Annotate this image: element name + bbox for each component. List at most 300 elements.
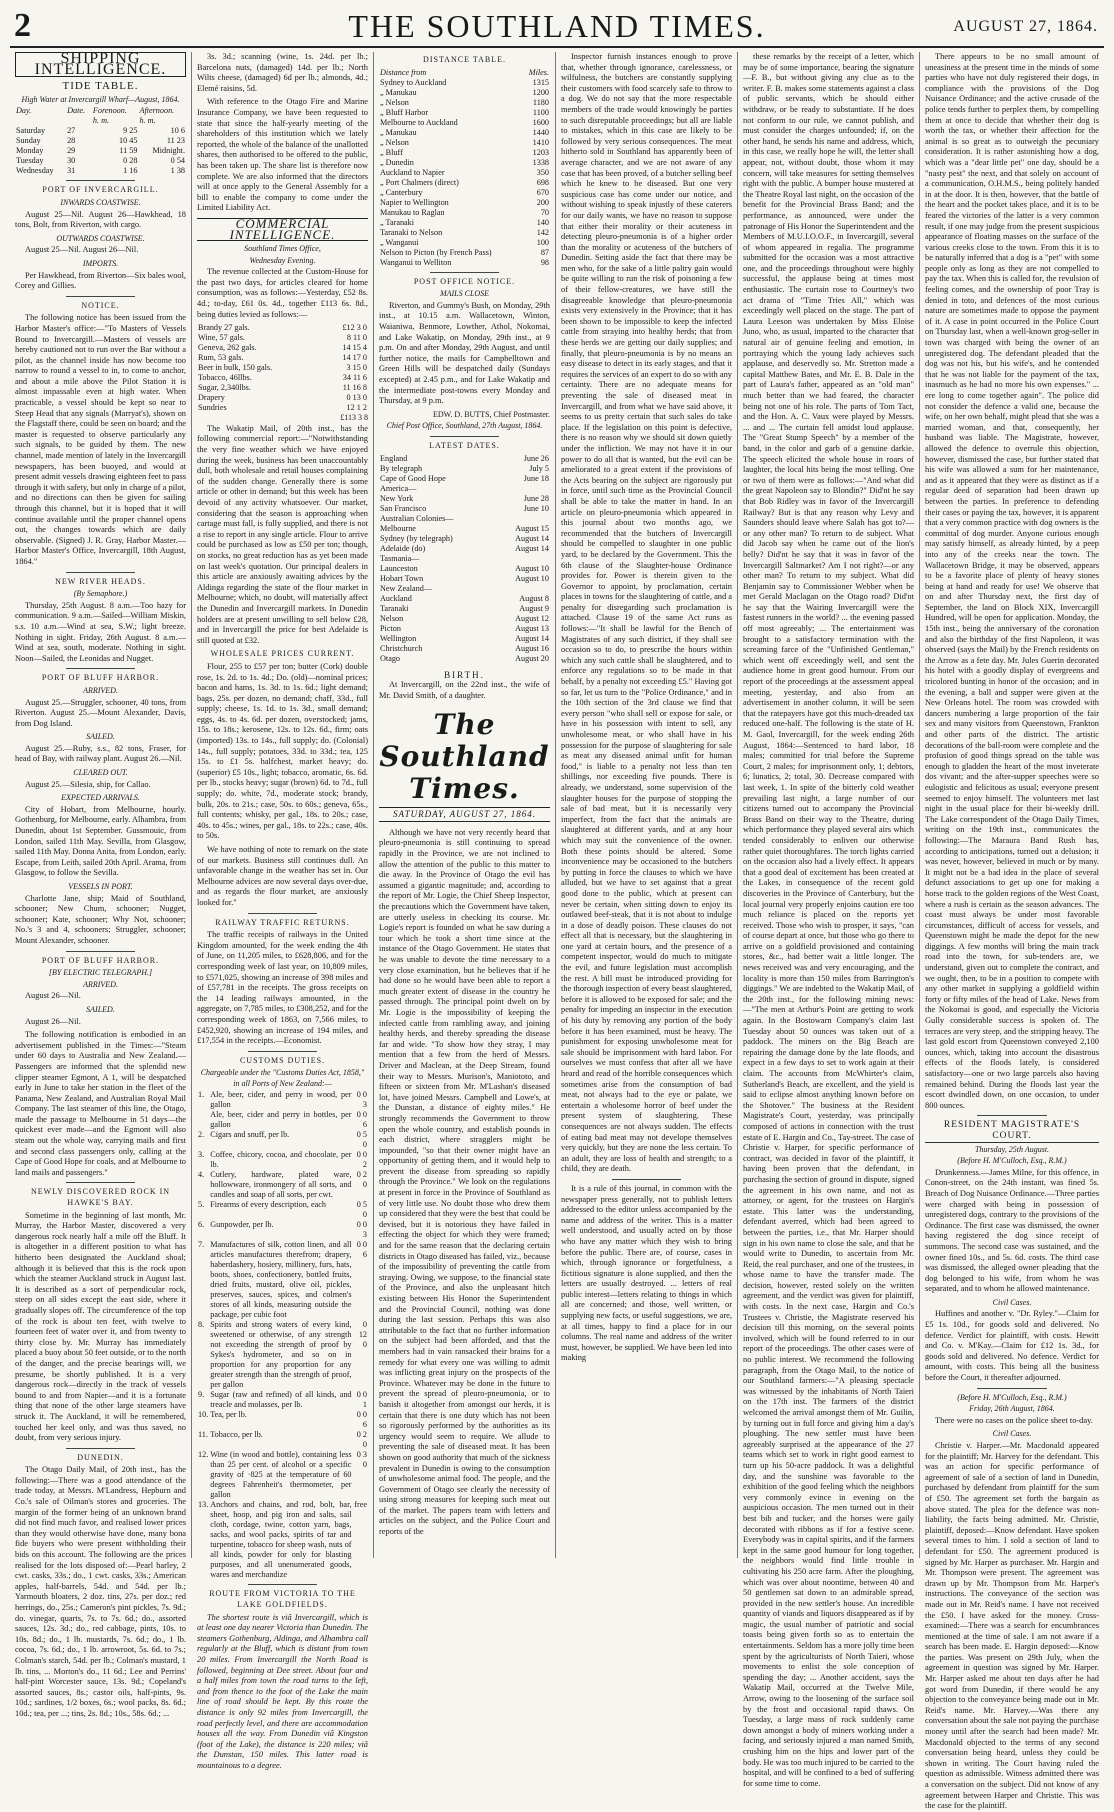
customs-number: 4. bbox=[198, 1170, 205, 1180]
distance-miles: 1203 bbox=[532, 147, 549, 157]
customs-row bbox=[197, 1240, 368, 1320]
customs-number: 3. bbox=[198, 1150, 205, 1160]
latest-date-place: San Francisco bbox=[380, 503, 427, 513]
latest-date-value: August 9 bbox=[519, 603, 549, 613]
tide-unit bbox=[15, 116, 66, 126]
customs-row bbox=[197, 1410, 368, 1430]
customs-row bbox=[197, 1090, 368, 1110]
latest-date-place: Otago bbox=[380, 653, 401, 663]
duty-row bbox=[197, 373, 368, 383]
outwards-heading: OUTWARDS COASTWISE. bbox=[56, 233, 145, 243]
customs-number: 7. bbox=[198, 1240, 205, 1250]
distance-col-miles: Miles. bbox=[528, 67, 549, 77]
distance-route: Sydney to Auckland bbox=[380, 77, 447, 87]
distance-col-route: Distance from bbox=[380, 67, 427, 77]
customs-row bbox=[197, 1430, 368, 1450]
continued-prices-text: 3s. 3d.; scanning (wine, 1s. 24d. per lb.; Barcelona nuts, (damaged) 14d. per lb.; North Wilts cheese, (damaged) 6d per lb.; almonds, 4d.; Elemé raisins, 5d. bbox=[197, 52, 368, 93]
distance-miles: 87 bbox=[540, 247, 549, 257]
telegraph-arrived-heading: ARRIVED. bbox=[83, 979, 118, 989]
latest-date-value: August 13 bbox=[515, 623, 549, 633]
customs-item: Spirits and strong waters of every kind, sweetened or otherwise, of any strength not exceeding the strength of proof by Sykes's hydrometer, and so on in proportion for any proportion for any greater strength than the strength of proof, per gallon bbox=[210, 1320, 352, 1390]
distance-row bbox=[379, 238, 550, 248]
latest-date-row bbox=[379, 544, 550, 554]
latest-date-value: August 12 bbox=[515, 613, 549, 623]
distance-row bbox=[379, 218, 550, 228]
distance-row bbox=[379, 178, 550, 188]
post-office-place: Chief Post Office, Southland, 27th August, 1864. bbox=[386, 421, 543, 431]
customs-number bbox=[197, 1110, 209, 1130]
tide-table-subtitle: High Water at Invercargill Wharf—August, 1864. bbox=[21, 94, 180, 104]
latest-date-value: July 5 bbox=[529, 463, 549, 473]
customs-row bbox=[197, 1130, 368, 1150]
duty-item: Tobacco, 46llbs. bbox=[198, 373, 252, 383]
customs-rate: 0 0 6 bbox=[356, 1110, 367, 1130]
duty-item: Sugar, 2,340lbs. bbox=[198, 383, 251, 393]
latest-date-row bbox=[379, 554, 550, 564]
paper-title: THE SOUTHLAND TIMES. bbox=[348, 8, 766, 44]
court-bench-1: (Before H. M'Culloch, Esq., R.M.) bbox=[957, 1156, 1067, 1166]
tide-day: Tuesday bbox=[16, 156, 44, 166]
latest-date-place: Sydney (by telegraph) bbox=[380, 533, 453, 543]
paper-nameplate: The Southland Times. bbox=[379, 708, 550, 806]
customs-number: 9. bbox=[198, 1390, 205, 1400]
sailed-heading: SAILED. bbox=[86, 732, 115, 742]
latest-date-row bbox=[379, 564, 550, 574]
civil-cases-heading-1: Civil Cases. bbox=[992, 1297, 1032, 1307]
leader-continued-text: Inspector furnish instances enough to prove that, whether through ignorance, carelessness, or wilfulness, the butchers are constantly supplying their customers with food scarcely safe to throw to a dog. We do not say that the more respectable members of the trade would knowingly be parties to such disreputable proceedings; but all are liable to mistakes, which in this case are likely to be followed by very serious consequences. The meat hitherto sold in Southland has apparently been of average character, and we are not aware of any case that has been proved, of a butcher selling beef which he knew to be diseased. But one very suspicious case has come under our notice, and without wishing to speak injustly of these caterers for our daily wants, we have no reason to suppose that either their morality or their acuteness in detecting pleuro-pneumonia is of a higher order than the morality or acuteness of the butchers of Dunedin. Setting aside the fact that there may be men who, for the sake of a little paltry gain would be quite willing to run the risk of poisoning a few of their fellow-creatures, we have still the disagreeable knowledge that pleuro-pneumonia exists very extensively in the Province; that it has been shown to be impossible to keep the infected cattle from straying into healthy herds; that from these herds we are getting our daily supplies; and finally, that pleuro-pneumonia is by no means an easy disease to detect in its early stages, and that it requires the services of an expert to do so with any certainty. There are no adequate means for preventing the sale of diseased meat in Invercargill, and from what we have said above, it seems to us pretty certain that such sales do take place. If the legislation on this point is defective, there is no reason why we should sit down quietly under the infliction. We may not have it in our power to do all that is wanted, but the evil can be ameliorated to a great extent if the provisions of the Acts bearing on the subject are rigorously put in force, until such time as the Provincial Council shall be able to take the matter in hand. In an article on pleuro-pneumonia which appeared in this journal about two months ago, we recommended that the butchers of Invercargill should be compelled to slaughter in one public yard, to be declared by the Government. This the 6th clause of the Slaughter-house Ordinance provides for. Power is therein given to the Governor to appoint, by proclamation, certain places in towns for the slaughtering of cattle, and a penalty for disregarding such proclamation is attached. Clause 19 of the same Act runs as follows:—"It shall be lawful for the Bench of Magistrates of any such district, if they shall see occasion so to do, to prescribe the hours within which any such cattle shall be slaughtered, and to enforce any regulations so to be made in that behalf, by a penalty not exceeding £5." Having got so far, let us turn to the "Police Ordinance," and in the 10th section of the 3rd clause we find that every person "who shall sell or expose for sale, or have in his possession with intent to sell, any unwholesome meat, or who shall have in his possession for the purpose of slaughtering for sale as meat any diseased animal unfit for human food," is liable to a penalty not less than ten shillings, nor exceeding five pounds. There is already, we understand, some supervision of the slaughter houses for the purpose of stopping the sale of bad meat, but it is necessarily very imperfect, from the fact that the animals are slaughtered at different yards, and at any hour which may suit the convenience of the owner. Both these points should be altered. Some inconvenience may be occasioned to the butchers by putting in force the clauses to which we have alluded, but we have to set against that a great good done to the public, which at present can never be certain, when sitting down to enjoy its outlawed beef-steak, that it is not about to indulge in a dose of deadly poison. These clauses do not effect all that is necessary, but the slaughtering in one yard at certain hours, and the presence of a competent inspector, would do much to mitigate the evil, and future legislation must accomplish the rest. A bill must be introduced providing for the thorough inspection of every beast slaughtered, before it is allowed to be exposed for sale; and the penalty for impeding an inspector in the execution of his duty by removing any portion of the body before it has been examined, must be heavy. The punishment for exposing unwholesome meat for sale should be imprisonment with hard labor. For ourselves we must confess that after all we have heard and read of the horrible consequences which sometimes arise from the consumption of bad meat, not always had to the eye or palate, we entertain a wholesome horror of beef under the present system of slaughtering. These consequences are not always sudden. The effects of eating bad meat may not develope themselves very quickly, but they are none the less certain. To an adult, they are loss of health and strength; to a child, they are death. bbox=[561, 52, 732, 1174]
distance-miles: 1315 bbox=[532, 77, 549, 87]
tide-table-units bbox=[15, 116, 186, 126]
latest-date-place: Melbourne bbox=[380, 523, 416, 533]
distance-miles: 1338 bbox=[532, 157, 549, 167]
distance-row bbox=[379, 248, 550, 258]
distance-miles: 100 bbox=[536, 237, 549, 247]
distance-table-body bbox=[379, 78, 550, 268]
bluff-sailed-text: August 25.—Ruby, s.s., 82 tons, Fraser, for head of Bay, with railway plant. August 26.—Nil. bbox=[15, 743, 186, 764]
duty-amount: 34 11 6 bbox=[342, 373, 367, 383]
telegraph-arrived-text: August 26—Nil. bbox=[25, 991, 81, 1001]
civil-cases-heading-2: Civil Cases. bbox=[992, 1429, 1032, 1439]
latest-date-row bbox=[379, 524, 550, 534]
duty-amount: 0 13 0 bbox=[346, 393, 367, 403]
customs-row bbox=[197, 1220, 368, 1240]
latest-date-place: Launceston bbox=[380, 563, 418, 573]
distance-row bbox=[379, 88, 550, 98]
distance-row bbox=[379, 78, 550, 88]
latest-date-value: August 15 bbox=[515, 523, 549, 533]
customs-item: Tea, per lb. bbox=[210, 1410, 247, 1420]
latest-date-place: Nelson bbox=[380, 613, 404, 623]
wholesale-text: Flour, 255 to £57 per ton; butter (Cork) double rose, 1s. 2d. to 1s. 4d.; Do. (old)—nominal prices; bacon and hams, 1s. 3d. to 1s. 6d.; light demand; bags, 25s. per dozen, no demand; chaff, 33d., full supply; cheese, 1s. 1d. to 1s. 3d., small demand; eggs, 4s. to 4s. 6d. per dozen, overstocked; jams, 15s. to 18s.; kerosene, 12s. to 12s. 6d., firm; oats (imported) 13s. to 14s., full supply; do. (Colonial) 14s., full supply; potatoes, 33d. to 33d.; tea, 125 15s. to £1 5s. halfchest, market heavy; do. (superior) £5 10s., light; tobacco, aromatic, 6s. 6d. per lb., stocks heavy; sugar (brown) 6d. to 7d., full supply; do. white, 7d., moderate stock; brandy, bulk, 20s. to 21s.; case, 50s. to 60s.; geneva, 65s., full contents; whisky, per gal., 18s. to 20s.; case, 40s. to 45s.; wines, per gal., 18s. to 22s.; case, 40s. to 50s. bbox=[197, 661, 368, 841]
customs-row bbox=[197, 1150, 368, 1170]
distance-row bbox=[379, 258, 550, 268]
tide-day: Monday bbox=[16, 146, 44, 156]
customs-row bbox=[197, 1170, 368, 1200]
civil-cases-text-1: Huffines and another v. "Dr. Ryley."—Claim for £5 1s. 10d., for goods sold and delivered. No defence. Verdict for plaintiff, with costs. Hewitt and Co. v. M'Kay.—Claim for £12 1s. 3d., for goods sold and delivered. No defence. Verdict for amount, with costs. This being all the business before the Court, it thereafter adjourned. bbox=[925, 1309, 1099, 1383]
latest-date-value: August 8 bbox=[519, 593, 549, 603]
in-port-text: Charlotte Jane, ship; Maid of Southland, schooner; New Chum, schooner; Nugget, schooner; Kate, schooner; Why Not, schooner; No.'s 3 and 4, schooners; Struggler, schooner; Mount Alexander, schooner. bbox=[15, 893, 186, 945]
latest-date-row bbox=[379, 614, 550, 624]
customs-rate: 0 0 2 bbox=[356, 1150, 367, 1170]
distance-miles: 140 bbox=[536, 217, 549, 227]
dunedin-text: The Otago Daily Mail, of 20th inst., has the following:—There was a good attendance of the trade today, at Messrs. M'Landress, Hepburn and Co.'s sale of Oilman's stores and groceries. The margin of the former being of an unknown brand did not find much favor, and realised lower prices than they would otherwise have done, many bona fide buyers who were present withholding their bids on this account. The following are the prices realised for the lots disposed of:—Pearl barley, 2 cwt. casks, 33s.; do., 1 cwt. casks, 33s.; American apples, half-barrels, 54d. and 54d. per lb.; Yarmouth bloaters, 2 doz. tins, 27s. per doz.; red herrings, do., 25s.; Cameron's pint pickles, 7s. 9d.; do. vinegar, quarts, 7s. to 7s. 6d.; do., assorted sauces, 12s. 3d.; do., red cabbage, pints, 10s. to 10s. 8d.; do., 1 lb. mustards, 7s. 6d.; do., 1 lb. cocoa, 7s. 6d.; do., 1 lb. arrowroot, 5s. 6d. to 7s.; Colman's starch, 54d. per lb.; Colman's mustard, 1 lb. tins, ... Morton's do., 11 6d.; Lee and Perrins' half-pint Worcester sauce, 13s. 9d.; Copeland's assorted sauces, 8s.; castor oils, half-pints, 9s. 10d.; sardines, 1/2 boxes, 6s.; wool packs, 8s. 6d.; 10d.; tea, per ...; tins, 2s. 8d.; 10s., 58s. 6d.; ... bbox=[15, 1465, 186, 1718]
tide-afternoon: 0 54 bbox=[170, 156, 185, 166]
latest-date-place: Australian Colonies— bbox=[380, 513, 454, 523]
distance-table-header bbox=[379, 68, 550, 78]
latest-date-place: Auckland bbox=[380, 593, 412, 603]
latest-date-row bbox=[379, 454, 550, 464]
tide-date: 29 bbox=[67, 146, 76, 156]
latest-date-value: August 10 bbox=[515, 563, 549, 573]
tide-table bbox=[15, 106, 186, 176]
duties-table-body bbox=[197, 323, 368, 413]
customs-number: 12. bbox=[198, 1450, 209, 1460]
latest-date-value: June 18 bbox=[523, 473, 549, 483]
tide-unit: h. m. bbox=[139, 116, 156, 126]
duty-amount: 8 11 0 bbox=[346, 333, 367, 343]
duty-row bbox=[197, 353, 368, 363]
port-invercargill-heading: PORT OF INVERCARGILL. bbox=[42, 185, 159, 195]
distance-route: „ Canterbury bbox=[380, 187, 423, 197]
local-news-text: these remarks by the receipt of a letter, which may be of some importance, bearing the signature —F. B., but without giving any clue as to the writer. F. B. makes some statements against a class of public servants, which he should either withdraw, or be ready to substantiate. If he does not conform to our rule, we cannot publish, and must consider the charges unfounded; if, on the other hand, he sends his name and address, which, in this case, we really hope he will, the letter shall appear, not, without doubt, those whom it may concern, will take measures for setting themselves right with the public. A bumper house mustered at the Theatre Royal last night, on the occasion of the benefit for the Provincial Brass Band; and the performance, as announced, were under the patronage of His Honor the Superintendent and the Members of M.U.I.O.O.F., in Invercargill, several of whom appeared in regalia. The programme submitted for the occasion was a most attractive one, and the proceedings throughout were highly successful, the applause being at times most enthusiastic. The curtain rose to Courtney's two act drama of "Time Tries All," which was exceedingly well placed on the stage. The part of Laura Leeson was undertaken by Miss Eloise Juno, who, as usual, imparted to the character that natural air of genuine feeling and emotion, in portraying which the young lady achieves such applause, and deservedly so. Mr. Stretton made a capital Matthew Bates, and Mr. E. B. Dale in the part of Laura's father, appeared as an "old man" much better than we had feared, the character being not one of his role. The parts of Tom Tact, and the Hon. A. C. Vaux were played by Messrs. ... and ... The curtain fell amidst loud applause. The "Great Stump Speech" by a member of the band, in the color and garb of a genuine darkie. The speech elicited the whole house in roars of laughter, the local hits being the most telling. One or two of them were as follows:—"And what did the great Napoleon say to Blondin?" Did'nt he say that Bob Ridley was in favor of the Invercargill Railway? But is that any reason why Levy and Saunders should leave where Salah has got to?—or any other man? To return to de subject. What did Jacob say when he came out of the lion's belly? Did'nt he say that it was in favor of the Invercargill Saltmarket? Am I not right?—or any other man? To return to my subject. What did Benjamin say to Commissioner Webber when he met Gerald Maclagan on the Otago road? Did'nt he say that the Wairing Invercargill were the fastest runners in the world? ... the evening passed off most agreeably; ... The entertainment was brought to a satisfactory termination with the screaming farce of the "Unfinished Gentleman," which went off exceedingly well, and sent the audience home in great good humour. From our report of the proceedings at the assessment appeal meeting, yesterday, and also from an advertisement in another column, it will be seen that the ratepayers have got this much-dreaded tax reduced one-half. The following is the state of H. M. Gaol, Invercargill, for the week ending 26th August, 1864:—Sentenced to hard labor, 18 males; committed for trial before the Supreme Court, 2 males; for imprisonment only, 1; debtors, 6; lunatics, 2; total, 30. Decrease compared with last week, 1. In spite of the bitterly cold weather prevailing last night, a large number of our citizens turned out to accompany the Provincial Brass Band on their way to the Theatre, during which performance they played several airs which tended considerably to enliven our otherwise rather quiet thoroughfares. The torch lights carried on the occasion also had a lively effect. It appears that a good deal of excitement has been created at the Lakes, in consequence of the recent gold discoveries in the Province of Canterbury, but the local journal very properly enjoins caution ere too much reliance is placed on the reports yet received. Those who wish to prosper, it says, "can of course depart at once, but those who go there to arrive on a goldfield provisioned and containing stores, &c., had better wait a little longer. The news received was and very encouraging, and the locality is more than 150 miles from Barrington's diggings." We are indebted to the Wakatip Mail, of the 20th inst., for the following mining news:—"The men at Arthur's Point are getting to work again. In the Bostowarn Company's claim last Tuesday about 50 ounces was taken out of a paddock. The miners on the Big Beach are repairing the damage done by the late floods, and expect in a few days to set to work again at their claim. The accounts from McWhirter's claim, Sutherland's Beach, are excellent, and the yield is said to eclipse almost anything known before on the Shotover." The business at the Resident Magistrate's Court, yesterday, was principally composed of actions in connection with the trust estate of E. Hargin and Co., Tay-street. The case of Christie v. Harper, for specific performance of contract, was decided in favor of the plaintiff, it having been proven that the defendant, in purchasing the section of ground in dispute, signed the agreement in his own name, and not as attorney, or agent, for the trustees on Hargin's estate. This latter was the understanding, defendant averred, which had been agreed to between the parties, i.e., that Mr. Harper should sign in his own name to close the sale, and that he would write to Dunedin, to ascertain from Mr. Reid, the real purchaser, and one of the trustees, in whose name to have the transfer made. The decision, however, rested solely on the written agreement, and the verdict was given for plaintiff, with costs. In the next case, Hargin and Co.'s Trustees v. Christie, the Magistrate reserved his decision till this morning, on the several points involved, which will be found referred to in our report of the proceedings. The other cases were of no public interest. We recommend the following paragraph, from the Otago Mail, to the notice of our Southland farmers:—"A pleasing spectacle was witnessed by the inhabitants of North Taieri on the 17th inst. The farmers of the district welcomed the arrival amongst them of Mr. Guilin, by turning out in full force and giving him a day's ploughing. The new settler must have been agreeably surprised at the appearance of the 27 teams which set to work in right good earnest to turn up his 50-acre paddock. It was a delightful day, and the sunshine was favorable to the exhibition of the good feeling which the neighbors very commonly evince in evening on the auspicious occasion. The men turned out in their best bib and tucker, and the horses were gaily decorated with ribbons as if for a festive scene. Everybody was in capital spirits, and if the farmers kept in the same good humour for long together, the neighbors would find little trouble in cultivating his 250 acre farm. After the ploughing, which was over about noontime, between 40 and 50 gentlemen sat down to an admirable spread, provided in the new settler's house. An incredible quantity of viands and liquors disappeared as if by magic, the usual number of patriotic and social toasts being given forth so as to entertain the entertainments. Seldom has a more jolly time been spent by the agriculturists of North Taieri, whose movements to enlist the sole conception of spending the day; ... Another accident, says the Wakatip Mail, occurred at the Twelve Mile, Arrow, owing to the loosening of the surface soil by the frost and occasional rapid thaws. On Tuesday, a large mass of rock suddenly came down amongst a body of miners working under a facing, and seriously injured a man named Smith, crushing him on the hips and lower part of the body. He was too much injured to be carried to the hospital, and will be confined to a bed of suffering for some time to come. bbox=[743, 52, 914, 1788]
outwards-text: August 25—Nil. August 26—Nil. bbox=[25, 245, 139, 255]
distance-route: „ Port Chalmers (direct) bbox=[380, 177, 459, 187]
cleared-text: August 25.—Silesia, ship, for Callao. bbox=[25, 779, 151, 789]
duty-item: Geneva, 262 gals. bbox=[198, 343, 257, 353]
insurance-text: With reference to the Otago Fire and Marine Insurance Company, we have been requested to state that since the half-yearly meeting of the shareholders of this institution which we lately reported, the whole of the balance of the unallotted shares, then authorised to be offered to the public, has been taken up. The share list is therefore now complete. We are also informed that the directors will at once apply to the General Assembly for a bill to enable the company to come under the Limited Liability Act. bbox=[197, 97, 368, 213]
tide-table-header bbox=[15, 106, 186, 116]
latest-dates-body bbox=[379, 454, 550, 664]
distance-miles: 142 bbox=[536, 227, 549, 237]
latest-dates-table bbox=[379, 454, 550, 664]
steam-notice-text: The following notification is embodied in an advertisement published in the Times:—"Steam under 60 days to Australia and New Zealand.—Passengers are informed that the splendid new clipper steamer Egmont, A 1, will be despatched early in June to take her station in the fleet of the Panama, New Zealand, and Australian Royal Mail Company. The last steamer of this line, the Otago, made the passage to Melbourne in 51 days—the quickest ever made—and the Egmont will also steam out the whole way, carrying mails and first and second class passengers only, calling at the Cape of Good Hope for coals, and at Melbourne to land mails and passengers." bbox=[15, 1030, 186, 1177]
latest-date-place: Hobart Town bbox=[380, 573, 424, 583]
shipping-heading: SHIPPING INTELLIGENCE. bbox=[15, 52, 186, 77]
distance-miles: 350 bbox=[536, 167, 549, 177]
duty-item: Rum, 53 gals. bbox=[198, 353, 244, 363]
customs-item: Manufactures of silk, cotton linen, and all articles manufactures therefrom; drapery, haberdashery, hosiery, millinery, furs, hats, boots, shoes, confectionery, bottled fruits, dried fruits, mustard, olive oil, pickles, preserves, sauces, spices, and colmen's stores of all kinds, measuring outside the package, per cubic foot bbox=[210, 1240, 352, 1320]
latest-date-value: June 26 bbox=[523, 453, 549, 463]
tide-forenoon: 10 45 bbox=[119, 136, 138, 146]
latest-date-row bbox=[379, 634, 550, 644]
customs-number: 13. bbox=[198, 1500, 209, 1510]
customs-item: Cigars and snuff, per lb. bbox=[210, 1130, 290, 1140]
distance-route: Melbourne to Auckland bbox=[380, 117, 458, 127]
bluff-arrived-text: August 25.—Struggler, schooner, 40 tons, from Riverton. August 25.—Mount Alexander, Davis, from Dog Island. bbox=[15, 697, 186, 728]
distance-row bbox=[379, 198, 550, 208]
customs-item: Sugar (raw and refined) of all kinds, and treacle and molasses, per lb. bbox=[210, 1390, 352, 1410]
duty-row bbox=[197, 393, 368, 403]
masthead bbox=[10, 6, 1104, 48]
latest-date-value bbox=[495, 514, 550, 524]
route-heading: ROUTE FROM VICTORIA TO THE LAKE GOLDFIELDS. bbox=[209, 1589, 356, 1610]
column-4 bbox=[556, 52, 738, 1558]
customs-rate: 0 5 0 bbox=[356, 1200, 367, 1220]
latest-date-place: By telegraph bbox=[380, 463, 423, 473]
duty-item: Beer in bulk, 150 gals. bbox=[198, 363, 273, 373]
column-1 bbox=[10, 50, 192, 1718]
distance-row bbox=[379, 98, 550, 108]
duty-item: Sundries bbox=[198, 403, 227, 413]
distance-row bbox=[379, 158, 550, 168]
distance-route: „ Manukau bbox=[380, 87, 417, 97]
tide-day: Saturday bbox=[16, 126, 46, 136]
tide-row bbox=[15, 126, 186, 136]
customs-rate: 0 2 0 bbox=[356, 1170, 367, 1190]
tide-col-forenoon: Forenoon. bbox=[92, 106, 127, 116]
distance-route: „ Nelson bbox=[380, 97, 409, 107]
river-text: Thursday, 25th August. 8 a.m.—Too hazy for communication. 9 a.m.—Sailed—William Miskin, s.s. 10 a.m.—Wind at sea, S.W.; light breeze. Nothing in sight. Friday, 26th August. 8 a.m.—Wind at sea, south, moderate. Nothing in sight. Noon—Sailed, the Leonidas and Nugget. bbox=[15, 600, 186, 663]
railway-heading: RAILWAY TRAFFIC RETURNS. bbox=[215, 917, 350, 927]
rock-heading: NEWLY DISCOVERED ROCK IN HAWKE'S BAY. bbox=[30, 1187, 171, 1208]
tide-forenoon: 11 59 bbox=[119, 146, 138, 156]
duty-row bbox=[197, 323, 368, 333]
customs-item: Wine (in wood and bottle), containing less than 25 per cent. of alcohol or a specific gravity of ·825 at the temperature of 60 degrees Fahrenheit's thermometer, per gallon bbox=[210, 1450, 352, 1500]
latest-date-row bbox=[379, 594, 550, 604]
customs-table bbox=[197, 1090, 368, 1580]
distance-miles: 98 bbox=[540, 257, 549, 267]
tide-date: 27 bbox=[67, 126, 76, 136]
duty-amount: 3 15 0 bbox=[346, 363, 367, 373]
distance-miles: 1100 bbox=[532, 107, 549, 117]
distance-table bbox=[379, 68, 550, 268]
distance-route: „ Manukau bbox=[380, 127, 417, 137]
latest-date-place: Picton bbox=[380, 623, 401, 633]
customs-number: 2. bbox=[198, 1130, 205, 1140]
column-6 bbox=[920, 52, 1104, 1811]
customs-row bbox=[197, 1450, 368, 1500]
tide-afternoon: Midnight. bbox=[152, 146, 185, 156]
customs-rate: free bbox=[354, 1500, 367, 1510]
editorial-dateline: SATURDAY, AUGUST 27, 1864. bbox=[379, 807, 550, 822]
customs-row bbox=[197, 1200, 368, 1220]
distance-route: „ Bluff bbox=[380, 147, 403, 157]
distance-miles: 200 bbox=[536, 197, 549, 207]
tide-row bbox=[15, 166, 186, 176]
expected-heading: EXPECTED ARRIVALS. bbox=[61, 793, 140, 803]
tide-row bbox=[15, 156, 186, 166]
distance-miles: 1200 bbox=[532, 87, 549, 97]
letters-rule-text: It is a rule of this journal, in common with the newspaper press generally, not to publish letters addressed to the editor unless accompanied by the name and address of the writer. This is a matter well understood, and usually acted on by those who have any matter which they wish to bring before the public. There are, of course, cases in which, through ignorance or forgetfulness, a fictitious signature is alone supplied, and then the letters are usually destroyed. ... letters of real public interest—letters relating to things in which all are concerned; and those, well written, or supplying new facts, or useful suggestions, we are, at all times, happy to find a place for in our columns. The real name and address of the writer must, however, be supplied. We have been led into making bbox=[561, 1183, 732, 1363]
duty-row bbox=[197, 403, 368, 413]
distance-row bbox=[379, 108, 550, 118]
distance-row bbox=[379, 148, 550, 158]
latest-date-value: August 16 bbox=[515, 643, 549, 653]
distance-miles: 1600 bbox=[532, 117, 549, 127]
latest-date-row bbox=[379, 624, 550, 634]
customs-rate: 0 2 0 bbox=[356, 1430, 367, 1450]
tide-table-body bbox=[15, 126, 186, 176]
distance-heading: DISTANCE TABLE. bbox=[423, 55, 506, 64]
latest-date-place: Adelaide (do) bbox=[380, 543, 426, 553]
distance-route: Wanganui to Welliton bbox=[380, 257, 452, 267]
bluff-harbor-heading: PORT OF BLUFF HARBOR. bbox=[41, 673, 160, 683]
distance-miles: 1440 bbox=[532, 127, 549, 137]
latest-date-place: New York bbox=[380, 493, 414, 503]
distance-route: „ Wanganui bbox=[380, 237, 419, 247]
tide-forenoon: 0 28 bbox=[123, 156, 138, 166]
post-office-heading: POST OFFICE NOTICE. bbox=[413, 276, 516, 286]
duty-amount: 14 15 4 bbox=[342, 343, 367, 353]
tide-col-day: Day. bbox=[16, 106, 32, 116]
notice-text: The following notice has been issued from the Harbor Master's office:—"To Masters of Vessels Bound to Invercargill.—Masters of vessels are hereby cautioned not to run over the Bar without a pilot, as the channel inside has now become too narrow to round a vessel to in, to come to anchor, and about a mile above the Pilot Station it is almost impassable even at high water. When practicable, a vessel should be kept so near to Steep Head that any signals (Marryat's), shown on the Flagstaff there, could be seen on board; and the master is requested to observe particularly any such signals, to be guided by them. The new channel, made mention of lately in the Invercargill newspapers, has been buoyed, and would at present admit vessels drawing eighteen feet to pass through it with safety, but only in charge of a pilot, and no directions can then be given for sailing through this channel, but it is hoped that it will continue available until the proper channel opens out, the changes towards which are daily observable. (Signed) J. R. Gray, Harbor Master.—Harbor Master's Office, Invercargill, 18th August, 1864." bbox=[15, 313, 187, 566]
customs-subheading: Chargeable under the "Customs Duties Act, 1858," in all Ports of New Zealand:— bbox=[200, 1068, 365, 1088]
semaphore-subheading: (By Semaphore.) bbox=[73, 589, 128, 599]
office-line: Southland Times Office, bbox=[244, 244, 321, 254]
latest-date-value bbox=[495, 584, 550, 594]
customs-row bbox=[197, 1110, 368, 1130]
duties-table bbox=[197, 323, 368, 413]
customs-rate: 0 0 6 bbox=[356, 1410, 367, 1430]
customs-rate: 0 0 3 bbox=[356, 1090, 367, 1110]
new-river-heading: NEW RIVER HEADS. bbox=[55, 576, 146, 586]
distance-route: „ Dunedin bbox=[380, 157, 414, 167]
duty-amount: £12 3 0 bbox=[342, 323, 367, 333]
distance-miles: 698 bbox=[536, 177, 549, 187]
customs-item: Cutlery, hardware, plated ware, hollowware, ironmongery of all sorts, and candles and soap of all sorts, per cwt. bbox=[210, 1170, 352, 1200]
latest-date-row bbox=[379, 584, 550, 594]
evening-line: Wednesday Evening. bbox=[249, 255, 316, 265]
latest-date-row bbox=[379, 494, 550, 504]
latest-date-value: August 14 bbox=[515, 633, 549, 643]
customs-row bbox=[197, 1320, 368, 1390]
court-day-2: Friday, 26th August, 1864. bbox=[969, 1404, 1055, 1414]
distance-route: Auckland to Napier bbox=[380, 167, 445, 177]
civil-cases-text-2: Christie v. Harper.—Mr. Macdonald appeared for the plaintiff; Mr. Harvey for the defendant. This was an action for specific performance of agreement of sale of a section of land in Dunedin, purchased by defendant from plaintiff for the sum of £50. The agreement set forth the bargain as above stated. The plea for the defence was non-liability, the facts being admitted. Mr. Christie, plaintiff, deposed:—Know defendant. Have spoken several times to him. I sold a section of land to defendant for £50. The agreement produced is signed by Mr. Harper as purchaser. Mr. Hargin and Mr. Thompson were present. The agreement was drawn up by Mr. Thompson from Mr. Harper's instructions. The conveyance of the section was made out in Mr. Reid's name. I have not received the £50. I have asked for the money. Cross-examined:—There was a search for encumbrances mentioned at the time of sale. I am not aware if a search has been made. E. Hargin deposed:—Know the parties. Was present on 29th July, when the agreement in question was signed by Mr. Harper. Mr. Harper asked me about ten days after he had got word from Dunedin, if there would be any objection to the conveyance being made out in Mr. Reid's name. Mr. Harvey.—Was there any conversation about the sale not paying the purchase money until after the search had been made? Mr. Macdonald objected to the terms of any second conversation being heard, unless they could be shown in writing. The Court having ruled the question as admissible. Witness admitted there was a conversation on the subject. Did not know of any agreement between Harper and Christie. This was the case for the plaintiff. bbox=[925, 1441, 1099, 1811]
cleared-heading: CLEARED OUT. bbox=[73, 768, 128, 778]
tide-row bbox=[15, 136, 186, 146]
duty-item: Wine, 57 gals. bbox=[198, 333, 245, 343]
customs-number: 5. bbox=[198, 1200, 205, 1210]
distance-row bbox=[379, 138, 550, 148]
customs-item: Coffee, chicory, cocoa, and chocolate, per lb. bbox=[210, 1150, 352, 1170]
tide-day: Sunday bbox=[16, 136, 41, 146]
tide-date: 28 bbox=[67, 136, 76, 146]
tide-date: 31 bbox=[67, 166, 76, 176]
tide-table-heading: TIDE TABLE. bbox=[62, 80, 139, 93]
distance-route: „ Bluff Harbor bbox=[380, 107, 429, 117]
customs-item: Ale, beer, cider, and perry in wood, per gallon bbox=[210, 1090, 352, 1110]
customs-item: Anchors and chains, and rod, bolt, bar, sheet, hoop, and pig iron and salts, sail cloth, cordage, twine, cotton yarn, bags, sacks, and wool packs, spirits of tar and turpentine, tobacco for sheep wash, nuts of all kinds, powder for only for blasting purposes, and all unenumerated goods, wares and merchandize bbox=[210, 1500, 352, 1580]
latest-date-place: New Zealand— bbox=[380, 583, 433, 593]
duty-row bbox=[197, 343, 368, 353]
customs-rate: 0 12 0 bbox=[358, 1320, 367, 1350]
issue-date: AUGUST 27, 1864. bbox=[953, 18, 1098, 35]
telegraph-sailed-text: August 26—Nil. bbox=[25, 1016, 81, 1026]
postmaster-signature: EDW. D. BUTTS, Chief Postmaster. bbox=[432, 409, 550, 419]
column-2 bbox=[192, 52, 374, 1770]
post-office-text: Riverton, and Gummy's Bush, on Monday, 29th inst., at 10.15 a.m. Wallacetown, Winton, Waianiwa, Benmore, Lowther, Athol, Nokomai, and Lake Wakatip, on Monday, 29th inst., at 9 p.m. On and after Monday, 29th August, and until further notice, the mails for Campbelltown and Green Hills will be despatched daily (Sundays excepted) at 2.45 p.m., and for Lake Wakatip and the intermediate post-towns every Monday and Thursday, at 9 p.m. bbox=[379, 300, 550, 406]
latest-dates-heading: LATEST DATES. bbox=[429, 440, 500, 450]
distance-route: Napier to Wellington bbox=[380, 197, 449, 207]
telegraph-bluff-heading: PORT OF BLUFF HARBOR. bbox=[41, 955, 160, 965]
expected-text: City of Hobart, from Melbourne, hourly. Gothenburg, for Melbourne, early. Alhambra, from Dunedin, about 1st September. Gussmouic, from London, sailed 11th May. Sevilla, from Glasgow, sailed 11th May. Donna Anita, from London, early. Escape, from Leith, sailed 20th April. Arama, from Glasgow, to follow the Sevilla. bbox=[15, 804, 186, 878]
customs-item: Ale, beer, cider and perry in bottles, per gallon bbox=[210, 1110, 352, 1130]
customs-rate: 0 0 1 bbox=[356, 1390, 367, 1410]
duty-amount: 14 17 0 bbox=[342, 353, 367, 363]
duty-item: Brandy 27 gals. bbox=[198, 323, 250, 333]
latest-date-place: Tasmania— bbox=[380, 553, 420, 563]
distance-row bbox=[379, 128, 550, 138]
customs-rate: 0 3 0 bbox=[356, 1450, 367, 1470]
latest-date-value: June 28 bbox=[523, 493, 549, 503]
telegraph-subheading: [BY ELECTRIC TELEGRAPH.] bbox=[48, 968, 153, 978]
latest-date-row bbox=[379, 464, 550, 474]
mails-close-heading: MAILS CLOSE bbox=[439, 289, 490, 299]
imports-heading: IMPORTS. bbox=[82, 258, 119, 268]
customs-number: 6. bbox=[198, 1220, 205, 1230]
latest-date-place: Christchurch bbox=[380, 643, 423, 653]
latest-date-value: June 10 bbox=[523, 503, 549, 513]
customs-number: 1. bbox=[198, 1090, 205, 1100]
latest-date-row bbox=[379, 574, 550, 584]
duty-amount: 12 1 2 bbox=[346, 403, 367, 413]
telegraph-sailed-heading: SAILED. bbox=[86, 1004, 115, 1014]
customs-item: Firearms of every description, each bbox=[210, 1200, 326, 1210]
revenue-text: The revenue collected at the Custom-House for the past two days, for articles cleared for home consumption, was as follows:—Yesterday, £52 8s. 4d.; to-day, £61 0s. 4d., together £113 6s. 8d., being duties levied as follows:— bbox=[197, 267, 368, 319]
court-day-1: Thursday, 25th August. bbox=[974, 1144, 1050, 1154]
rock-text: Sometime in the beginning of last month, Mr. Murray, the Harbor Master, discovered a very dangerous rock nearly half a mile off the Bluff. It is altogether in a different position to what has hitherto been designated the Auckland shoal; although it is believed that this is the rock upon which the steamer Auckland struck in August last. It is described as a sort of perpendicular rock, steep on all sides except the east side, where it gradually slopes off. The circumference of the top of the rock is about ten feet, with twelve to fourteen feet of water over it, and from twenty to thirty close by. Mr. Murray has immediately placed a buoy about 50 feet outside, or to the north of the danger, and the precise bearings will, we presume, be shortly published. It is a very dangerous rock—directly in the track of vessels bound to and from Napier—and it is a fortunate thing that none of the other large steamers have struck it. The Auckland, it will be remembered, touched her keel only, and was thus saved, no doubt, from very serious injury. bbox=[15, 1210, 186, 1443]
distance-miles: 670 bbox=[536, 187, 549, 197]
column-3 bbox=[374, 52, 556, 1558]
distance-route: Nelson to Picton (by French Pass) bbox=[380, 247, 492, 257]
latest-date-row bbox=[379, 514, 550, 524]
tide-row bbox=[15, 146, 186, 156]
customs-number: 10. bbox=[198, 1410, 209, 1420]
latest-date-place: England bbox=[380, 453, 408, 463]
latest-date-row bbox=[379, 534, 550, 544]
tide-unit: h. m. bbox=[92, 116, 110, 126]
customs-item: Tobacco, per lb. bbox=[210, 1430, 263, 1440]
latest-date-value: August 10 bbox=[515, 573, 549, 583]
customs-number: 8. bbox=[198, 1320, 205, 1330]
duty-row bbox=[197, 383, 368, 393]
court-bench-2: (Before H. M'Culloch, Esq., R.M.) bbox=[957, 1392, 1067, 1402]
vessels-heading: VESSELS IN PORT. bbox=[68, 882, 133, 891]
distance-row bbox=[379, 228, 550, 238]
wakatip-report-text: The Wakatip Mail, of 20th inst., has the following commercial report:—"Notwithstanding the very fine weather which we have enjoyed during the week, business has been unaccountably dull, both wholesale and retail houses complaining of the sudden change. Generally there is some article or other in demand; but this week has been devoid of any activity whatsoever. Our market, considering that the season is approaching when cartage must fall, is fully supplied, and there is not a rise to report in any single article. Flour to arrive could be purchased as low as £50 per ton; though, on stocks, no great reduction has as yet been made on last week's quotation. Our principal dealers in this article are anxiously awaiting advices by the Aldinga regarding the state of the flour market in Melbourne; which, no doubt, will materially affect the Dunedin and Invercargill markets. In Dunedin holders are at present unwilling to sell below £28, and in Invercargill the price for best Adelaide is still quoted at £32. bbox=[197, 423, 368, 645]
distance-row bbox=[379, 118, 550, 128]
latest-date-value bbox=[495, 484, 550, 494]
distance-row bbox=[379, 168, 550, 178]
leader-article-text: Although we have not very recently heard that pleuro-pneumonia is still continuing to spread rapidly in the Province, we are not inclined to allow the attention of the public to this matter to die away. In the Province of Otago the evil has assumed a gigantic magnitude; and, according to the report of Mr. Logie, the Chief Sheep Inspector, the precautions which the Government have taken, are utterly useless in checking its course. Mr. Logie's report is founded on what he saw during a tour which he took a short time since at the instance of the Otago Government. He states that he was unable to devote the time necessary to a very close examination, but he believes that if he had done so he would have been able to report a much greater extent of disease in the country he passed through. The principal point dwelt on by Mr. Logie is the impossibility of keeping the infected cattle from rambling away, and joining healthy herds, and thereby spreading the disease far and wide. "To show how they stray, I may mention that a few from the herd of Messrs. Driver and Maclean, at the Deep Stream, found their way to Messrs. Murison's, Maniototo, and fifteen or sixteen from Mr. M'Lashan's diseased lot, have joined Messrs. Campbell and Lowe's, at the Dunstan, a distance of eighty miles." He strongly recommends the Government to throw open the whole country, and establish pounds in each district, where stragglers might be impounded, "so that their owner might have an opportunity of getting them, and it would help to prevent the disease from spreading so rapidly through the Province." We look on the regulations at present in force in the Province of Southland as of very little use. No doubt those who drew them up considered that they were the best that could be devised, but it is notorious they have failed in effecting the object for which they were framed; and for the same reason that the declaring certain districts in Otago diseased has failed, viz., because of the impossibility of preventing the cattle from straying. Owing, we suppose, to the financial state of the Province, and also the unpleasant hitch existing between His Honor the Superintendent and the Provincial Council, nothing was done during the last session. Perhaps this was also attributable to the fact that no further information on the subject had been afforded, and that the members had in vain ransacked their brains for a remedy for what every one was willing to admit was inflicting great injury on the prospects of the Province. Whatever may be done in the future to prevent the spread of pleuro-pneumonia, or to banish it altogether from amongst our herds, it is certain that there is one duty which has not been so rigorously performed by the authorities as its urgency would seem to require. We allude to preventing the sale of diseased meat. It has been shown on good authority that much of the sickness prevalent in Dunedin is owing to the consumption of unwholesome animal food. The people, and the Government of Otago see clearly the necessity of using strong measures for keeping such meat out of the market. The papers team with letters and articles on the subject, and the Police Court and reports of the bbox=[379, 827, 550, 1537]
duty-row bbox=[197, 333, 368, 343]
imports-text: Per Hawkhead, from Riverton—Six bales wool, Corey and Gillies. bbox=[15, 270, 186, 291]
distance-route: Manukau to Raglan bbox=[380, 207, 445, 217]
distance-miles: 70 bbox=[540, 207, 549, 217]
dog-tax-text: There appears to be no small amount of uneasiness at the present time in the minds of some parties who have not duly registered their dogs, in compliance with the provisions of the Dog Nuisance Ordinance; and the active crusade of the police tends further to perplex them, by compelling them at once to decide that whether their dog is worth the tax, or whether their affection for the animal is so great as to outweigh the pecuniary consideration. It is rather astonishing how a dog, which was a "dear little pet" one day, should be a "nasty pest" the next, and that solely on account of a communication, O.H.M.S., being politely handed in at the door. It is then, however, that the battle of the heart and the pocket takes place, and it is to be feared the victories of the latter is a very common result, if one may judge from the present suspicious appearance of floating masses on the surface of the various creeks close to the town. From this it is to be naturally inferred that a dog is a "pet" with some people only as long as they are not compelled to pay the tax. When this is called for, the revulsion of feeling comes, and the ownership of poor Tray is denied in toto, and defences of the most curious nature are sometimes made to oppose the payment of it. A case in point occurred in the Police Court on Thursday last, when a well-known grog-seller in town was charged with being the owner of an unregistered dog. The defendant pleaded that the dog was not his, but his wife's, and he contended that he was not liable for the payment of the tax, inasmuch as he had no more his own expenses." ... ere long to come together again". The police did not consider the defence a valid one, because the wife, on her own behalf, might plead that she was a married woman, and that, consequently, her husband was liable. The Magistrate, however, allowed the defence to overrule this objection, however, dismissed the case, but further stated that his wife was allowed a sum for her maintenance, and as it appeared that they were as distinct as if a regular deed of separation had been drawn up between the parties. In preference to defending their cases or paying the tax, however, it is apparent that a very common practice with dog owners is the committal of dog murder. Anyone curious enough may satisfy himself, as already hinted, by a peep into any of the creeks near the town. The Wallacetown Bridge, it may be observed, appears to be a favorite place of plenty of heavy stones being at hand and ready for use! We observe that on and after Thursday next, the first day of September, the land on Block XIX, Invercargill Hundred, will be open for application. Monday, the 15th inst., being the anniversary of the coronation and also the birthday of the first Napoleon, it was observed (says the Mail) by the French residents on the Arrow as a fete day. Mr. Jules Guerin decorated his hotel with a goodly display of evergreens and tricolored bunting in honor of the occasion; and in the evening, a ball and supper were given at the New Orleans hotel. The room was crowded with dancers numbering a large proportion of the fair sex and many visitors from Queenstown, Frankton and other parts of the district. The artistic decorations of the ball-room were complete and the profusion of good things spread on the table was enough to gladden the heart of the most inveterate dos vivant; and the after-supper speeches were so eulogistic and felicitous as usual; everyone present seemed to enjoy himself. The volunteers met last night in the usual place for their bi-weekly drill. The Lake correspondent of the Otago Daily Times, writing on the 19th inst., communicates the following:—The Maraura Band Rush has, according to anticipations, turned out a delusion; it was never, however, believed in much or by many. It might not be a bad idea in the place of several defunct associations to get up one for making a horse track to the golden regions of the West Coast, where a rush is certain as the season advances. The coast must always be under most favorable circumstances, difficult of access for vessels, and Queenstown might be made the depot for the new diggings. A few months will bring the main track road into the town, for sub-tenders are, we understand, given out to complete the contract, and we ought, then, to be in a position to compete with any other market in supplying a goldfield within forty or fifty miles of the head of Lake. News from the Nokomai is good, and especially the Victoria Gully considerable success is spoken of. The terraces are very steep, and the stripping heavy. The last gold escort from Queenstown conveyed 2,100 ounces, which, taking into account the disastrous effects of the floods lately, is considered satisfactory—one or two large parcels also having remained behind. During the floods last year the escort dwindled down, on one occasion, to under 800 ounces. bbox=[925, 52, 1099, 1110]
duties-total: £113 3 8 bbox=[340, 413, 368, 423]
customs-heading: CUSTOMS DUTIES. bbox=[239, 1055, 326, 1065]
latest-date-place: Taranaki bbox=[380, 603, 409, 613]
latest-date-value bbox=[495, 554, 550, 564]
wholesale-heading: WHOLESALE PRICES CURRENT. bbox=[210, 649, 355, 659]
latest-date-row bbox=[379, 474, 550, 484]
birth-text: At Invercargill, on the 22nd inst., the wife of Mr. David Smith, of a daughter. bbox=[379, 680, 550, 700]
customs-rate: 0 0 3 bbox=[356, 1220, 367, 1240]
tide-afternoon: 1 38 bbox=[170, 166, 185, 176]
tide-col-afternoon: Afternoon. bbox=[139, 106, 175, 116]
distance-route: „ Nelson bbox=[380, 137, 409, 147]
latest-date-value: August 14 bbox=[515, 533, 549, 543]
arrived-heading: ARRIVED. bbox=[83, 685, 118, 695]
tide-afternoon: 11 23 bbox=[166, 136, 185, 146]
latest-date-row bbox=[379, 484, 550, 494]
latest-date-row bbox=[379, 504, 550, 514]
court-text-2: There were no cases on the police sheet to-day. bbox=[935, 1415, 1093, 1425]
customs-rate: 0 5 0 bbox=[356, 1130, 367, 1150]
court-text-1: Drunkenness.—James Milne, for this offence, in Conon-street, on the 24th instant, was fined 5s. Breach of Dog Nuisance Ordinance.—Three parties were charged with being in possession of unregistered dogs, contrary to the provisions of the Ordinance. The first case was dismissed, the owner having registered the dog since receipt of summons. The second case was sustained, and the owner fined 10s., and 5s. 6d. costs. The third case was dismissed, the alleged owner pleading that the dog belonged to his wife, from whom he was separated, and to whom he allowed maintenance. bbox=[925, 1167, 1099, 1294]
